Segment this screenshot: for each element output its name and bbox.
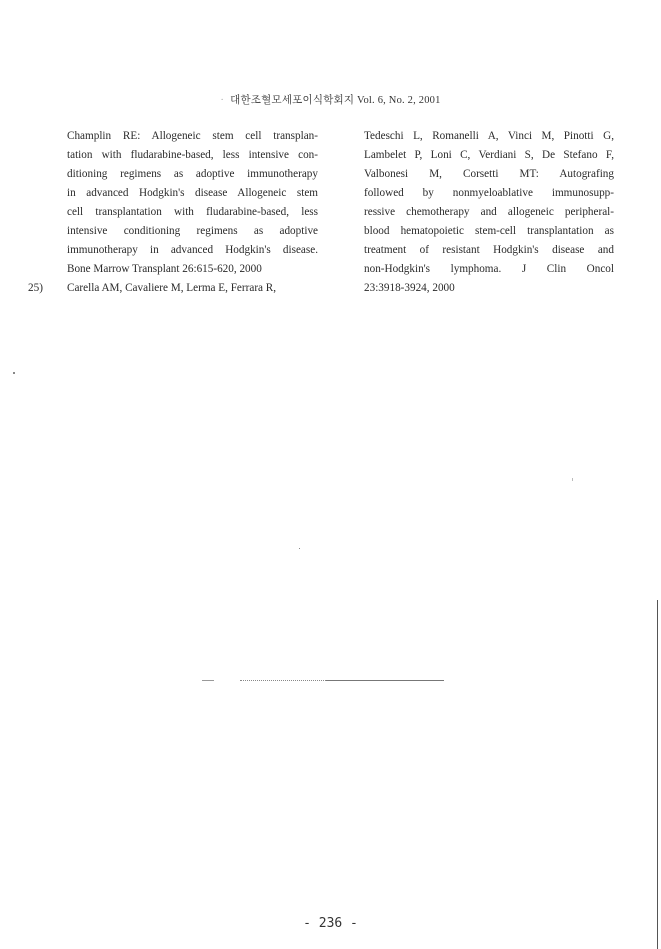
reference-number: 25)	[28, 282, 43, 294]
reference-line: cell transplantation with fludarabine-based, less	[67, 206, 318, 218]
scan-speck	[572, 478, 573, 481]
page-number: - 236 -	[303, 916, 358, 931]
header-dot: ·	[220, 95, 225, 106]
reference-25	[28, 279, 318, 298]
reference-line: intensive conditioning regimens as adoptive	[67, 225, 318, 237]
reference-line: tation with fludarabine-based, less intensive con-	[67, 149, 318, 161]
footnote-rule	[240, 680, 326, 681]
reference-line: ressive chemotherapy and allogeneic peripheral-	[364, 206, 614, 218]
page-edge-line	[657, 600, 658, 949]
reference-line: non-Hodgkin's lymphoma. J Clin Oncol	[364, 263, 614, 275]
reference-line: ditioning regimens as adoptive immunotherapy	[67, 168, 318, 180]
reference-line: Champlin RE: Allogeneic stem cell transplan-	[67, 130, 318, 142]
reference-line: Lambelet P, Loni C, Verdiani S, De Stefano F,	[364, 149, 614, 161]
reference-line: immunotherapy in advanced Hodgkin's disease.	[67, 244, 318, 256]
scan-speck	[13, 372, 15, 374]
reference-line: treatment of resistant Hodgkin's disease and	[364, 244, 614, 256]
reference-line: in advanced Hodgkin's disease Allogeneic stem	[67, 187, 318, 199]
reference-line: Bone Marrow Transplant 26:615-620, 2000	[67, 263, 262, 275]
reference-column-right	[364, 127, 614, 298]
reference-line: Valbonesi M, Corsetti MT: Autografing	[364, 168, 614, 180]
reference-line: followed by nonmyeloablative immunosupp-	[364, 187, 614, 199]
footnote-rule	[202, 680, 214, 681]
reference-line: Tedeschi L, Romanelli A, Vinci M, Pinotti G,	[364, 130, 614, 142]
running-header	[0, 92, 661, 107]
journal-title: 대한조혈모세포이식학회지 Vol. 6, No. 2, 2001	[230, 95, 441, 106]
reference-line: Carella AM, Cavaliere M, Lerma E, Ferrara R,	[67, 282, 277, 294]
reference-line: blood hematopoietic stem-cell transplantation as	[364, 225, 614, 237]
footnote-rule	[326, 680, 444, 681]
scan-speck	[299, 548, 300, 549]
reference-column-left	[28, 127, 318, 298]
reference-line: 23:3918-3924, 2000	[364, 282, 455, 294]
